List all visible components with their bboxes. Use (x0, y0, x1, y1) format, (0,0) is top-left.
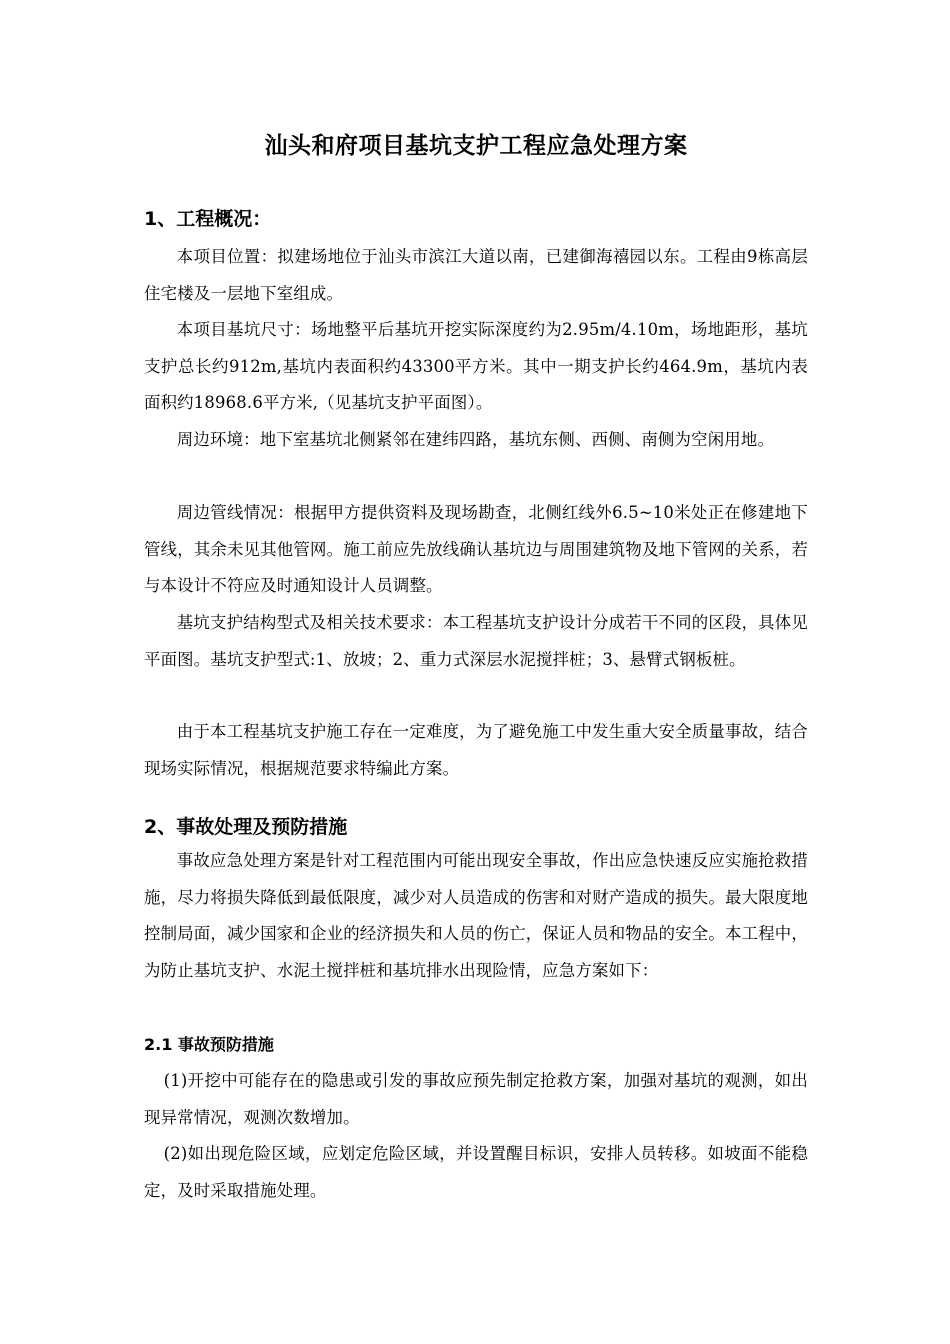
subsection-2-1-heading: 2.1 事故预防措施 (144, 1035, 274, 1054)
list-item: (2)如出现危险区域，应划定危险区域，并设置醒目标识，安排人员转移。如坡面不能稳定，及时采取措施处理。 (144, 1144, 808, 1200)
paragraph-emergency-plan: 事故应急处理方案是针对工程范围内可能出现安全事故，作出应急快速反应实施抢救措施，尽力将损失降低到最低限度，减少对人员造成的伤害和对财产造成的损失。最大限度地控制局面，减少国家和企业的经济损失和人员的伤亡，保证人员和物品的安全。本工程中，为防止基坑支护、水泥土搅拌桩和基坑排水出现险情，应急方案如下： (144, 851, 808, 980)
list-item: (1)开挖中可能存在的隐患或引发的事故应预先制定抢救方案，加强对基坑的观测，如出现异常情况，观测次数增加。 (144, 1071, 808, 1127)
document-title: 汕头和府项目基坑支护工程应急处理方案 (264, 133, 688, 159)
paragraph-environment: 周边环境：地下室基坑北侧紧邻在建纬四路，基坑东侧、西侧、南侧为空闲用地。 (176, 430, 775, 449)
paragraph-location: 本项目位置：拟建场地位于汕头市滨江大道以南，已建御海禧园以东。工程由9栋高层住宅楼及一层地下室组成。 (144, 247, 808, 303)
section-2-heading: 2、事故处理及预防措施 (144, 816, 348, 838)
paragraph-dimensions: 本项目基坑尺寸：场地整平后基坑开挖实际深度约为2.95m/4.10m，场地距形，基坑支护总长约912m,基坑内表面积约43300平方米。其中一期支护长约464.9m，基坑内表面积约18968.6平方米,（见基坑支护平面图）。 (144, 320, 808, 412)
paragraph-pipelines: 周边管线情况：根据甲方提供资料及现场勘查，北侧红线外6.5~10米处正在修建地下管线，其余未见其他管网。施工前应先放线确认基坑边与周围建筑物及地下管网的关系，若与本设计不符应及时通知设计人员调整。 (144, 503, 808, 595)
paragraph-purpose: 由于本工程基坑支护施工存在一定难度，为了避免施工中发生重大安全质量事故，结合现场实际情况，根据规范要求特编此方案。 (144, 722, 808, 778)
section-1-heading: 1、工程概况： (144, 208, 272, 230)
paragraph-structure: 基坑支护结构型式及相关技术要求：本工程基坑支护设计分成若干不同的区段，具体见平面图。基坑支护型式:1、放坡；2、重力式深层水泥搅拌桩；3、悬臂式钢板桩。 (144, 613, 808, 669)
